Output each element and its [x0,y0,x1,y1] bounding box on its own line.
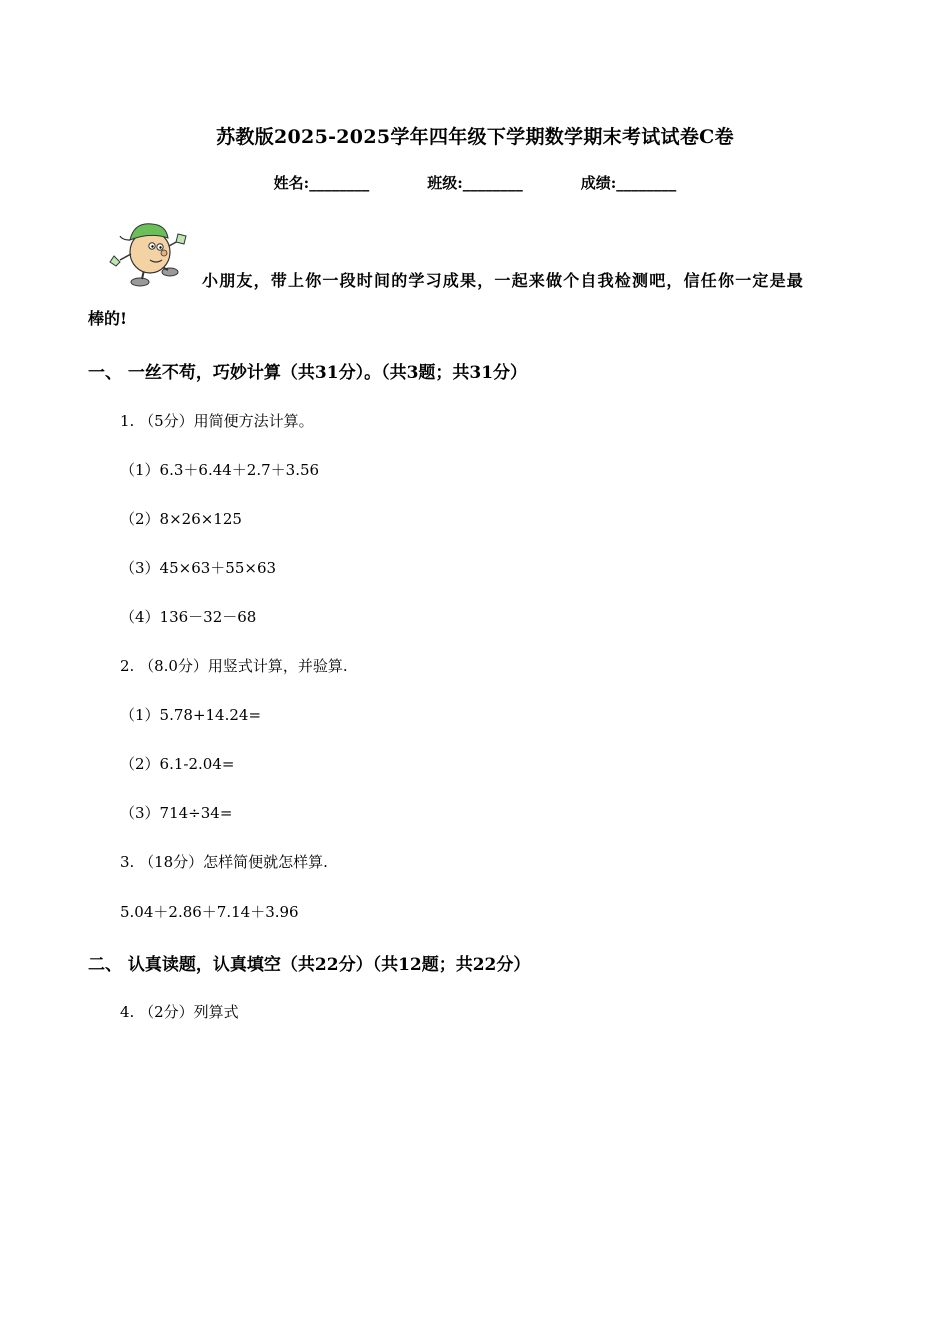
question-2-part-3: （3）714÷34= [120,804,233,822]
name-field: 姓名:________ [273,174,370,192]
question-2: 2. （8.0分）用竖式计算，并验算. [120,657,348,675]
question-1-part-2: （2）8×26×125 [120,510,242,528]
question-3-expression: 5.04＋2.86＋7.14＋3.96 [120,903,299,921]
question-2-part-2: （2）6.1-2.04= [120,755,235,773]
score-field: 成绩:________ [580,174,677,192]
section-heading-2: 二、 认真读题，认真填空（共22分）（共12题；共22分） [88,955,531,975]
intro-text: 小朋友，带上你一段时间的学习成果，一起来做个自我检测吧，信任你一定是最 [202,271,805,290]
question-1-part-3: （3）45×63＋55×63 [120,559,277,577]
question-3: 3. （18分）怎样简便就怎样算. [120,853,328,871]
page-title: 苏教版2025-2025学年四年级下学期数学期末考试试卷C卷 [216,126,734,148]
student-info-row [0,172,950,193]
question-1: 1. （5分）用简便方法计算。 [120,412,314,430]
mascot-icon [104,216,192,288]
question-1-part-4: （4）136－32－68 [120,608,257,626]
question-2-part-1: （1）5.78+14.24= [120,706,262,724]
question-4: 4. （2分）列算式 [120,1003,239,1021]
class-field: 班级:________ [427,174,523,192]
intro-text-continued: 棒的! [88,309,128,328]
section-heading-1: 一、 一丝不苟，巧妙计算（共31分）。（共3题；共31分） [88,363,528,383]
question-1-part-1: （1）6.3＋6.44＋2.7＋3.56 [120,461,320,479]
